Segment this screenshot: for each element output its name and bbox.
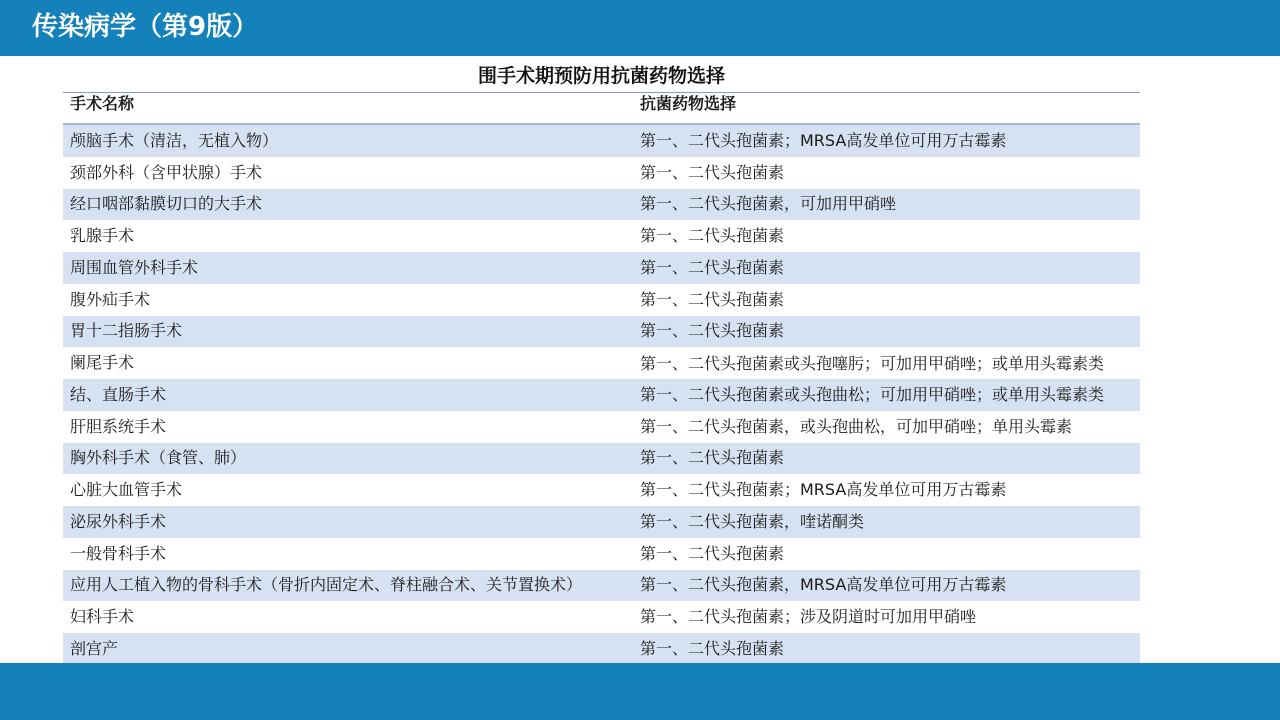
table-row — [63, 474, 1140, 506]
surgery-cell: 结、直肠手术 — [63, 379, 633, 411]
surgery-cell: 胃十二指肠手术 — [63, 316, 633, 348]
drug-cell: 第一、二代头孢菌素，MRSA高发单位可用万古霉素 — [633, 570, 1140, 602]
surgery-cell: 胸外科手术（食管、肺） — [63, 443, 633, 475]
header-bar — [0, 0, 1280, 56]
table-row — [63, 220, 1140, 252]
surgery-cell: 妇科手术 — [63, 601, 633, 633]
surgery-cell: 经口咽部黏膜切口的大手术 — [63, 189, 633, 221]
table-row — [63, 189, 1140, 221]
table-row — [63, 124, 1140, 157]
table-row — [63, 316, 1140, 348]
table-row — [63, 252, 1140, 284]
drug-cell: 第一、二代头孢菌素，或头孢曲松，可加甲硝唑；单用头霉素 — [633, 411, 1140, 443]
antibiotic-table — [63, 92, 1140, 666]
surgery-cell: 心脏大血管手术 — [63, 474, 633, 506]
drug-cell: 第一、二代头孢菌素，可加用甲硝唑 — [633, 189, 1140, 221]
surgery-cell: 阑尾手术 — [63, 347, 633, 379]
table-row — [63, 570, 1140, 602]
drug-cell: 第一、二代头孢菌素 — [633, 284, 1140, 316]
table-row — [63, 506, 1140, 538]
drug-cell: 第一、二代头孢菌素 — [633, 633, 1140, 665]
column-header-drug: 抗菌药物选择 — [633, 93, 1140, 125]
surgery-cell: 颅脑手术（清洁，无植入物） — [63, 124, 633, 157]
surgery-cell: 泌尿外科手术 — [63, 506, 633, 538]
table-row — [63, 538, 1140, 570]
drug-cell: 第一、二代头孢菌素，喹诺酮类 — [633, 506, 1140, 538]
drug-cell: 第一、二代头孢菌素或头孢曲松；可加用甲硝唑；或单用头霉素类 — [633, 379, 1140, 411]
surgery-cell: 周围血管外科手术 — [63, 252, 633, 284]
surgery-cell: 颈部外科（含甲状腺）手术 — [63, 157, 633, 189]
table-row — [63, 411, 1140, 443]
surgery-cell: 乳腺手术 — [63, 220, 633, 252]
table-row — [63, 284, 1140, 316]
drug-cell: 第一、二代头孢菌素；MRSA高发单位可用万古霉素 — [633, 124, 1140, 157]
drug-cell: 第一、二代头孢菌素 — [633, 316, 1140, 348]
table-row — [63, 443, 1140, 475]
surgery-cell: 腹外疝手术 — [63, 284, 633, 316]
table-row — [63, 633, 1140, 665]
drug-cell: 第一、二代头孢菌素 — [633, 538, 1140, 570]
surgery-cell: 剖宫产 — [63, 633, 633, 665]
table-title: 围手术期预防用抗菌药物选择 — [477, 65, 725, 87]
surgery-cell: 应用人工植入物的骨科手术（骨折内固定术、脊柱融合术、关节置换术） — [63, 570, 633, 602]
slide-title: 传染病学（第9版） — [32, 12, 259, 42]
column-header-surgery: 手术名称 — [63, 93, 633, 125]
surgery-cell: 一般骨科手术 — [63, 538, 633, 570]
table-header-row — [63, 93, 1140, 125]
table-row — [63, 379, 1140, 411]
drug-cell: 第一、二代头孢菌素；MRSA高发单位可用万古霉素 — [633, 474, 1140, 506]
table-row — [63, 601, 1140, 633]
drug-cell: 第一、二代头孢菌素；涉及阴道时可加用甲硝唑 — [633, 601, 1140, 633]
drug-cell: 第一、二代头孢菌素 — [633, 157, 1140, 189]
drug-cell: 第一、二代头孢菌素 — [633, 252, 1140, 284]
table-row — [63, 157, 1140, 189]
surgery-cell: 肝胆系统手术 — [63, 411, 633, 443]
footer-bar — [0, 663, 1280, 720]
drug-cell: 第一、二代头孢菌素 — [633, 443, 1140, 475]
drug-cell: 第一、二代头孢菌素或头孢噻肟；可加用甲硝唑；或单用头霉素类 — [633, 347, 1140, 379]
drug-cell: 第一、二代头孢菌素 — [633, 220, 1140, 252]
table-row — [63, 347, 1140, 379]
